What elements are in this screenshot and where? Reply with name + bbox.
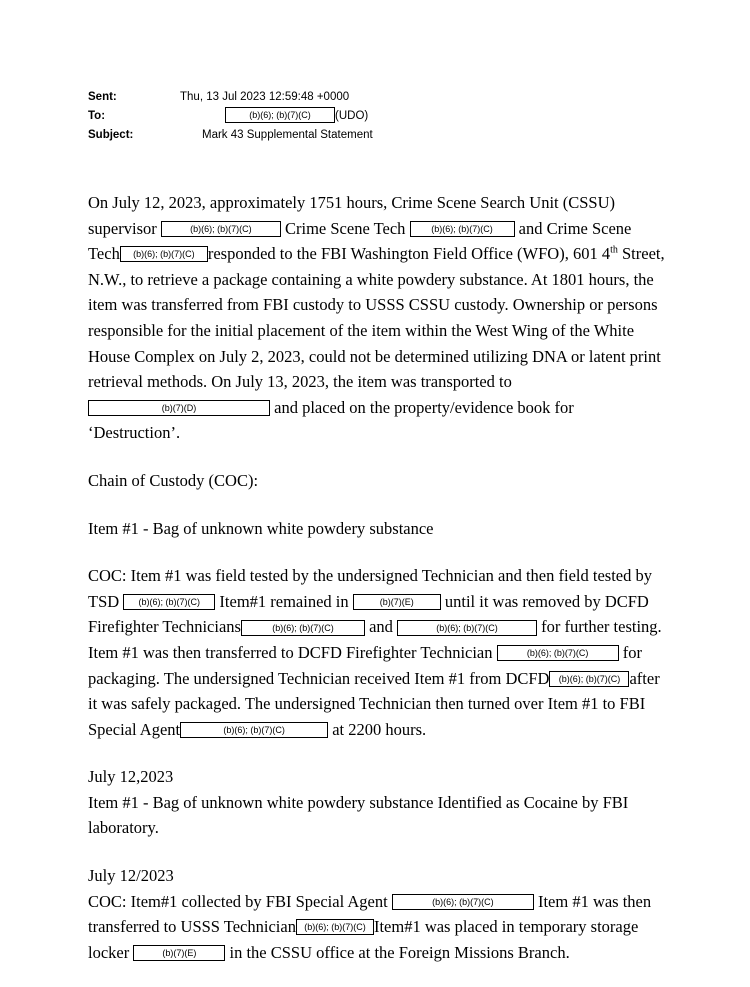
redaction-box: (b)(6); (b)(7)(C)	[123, 594, 215, 610]
header-to-suffix: (UDO)	[335, 110, 369, 122]
p1-sentence-4: responded to the FBI Washington Field Office (WFO), 601 4	[207, 244, 611, 264]
p6-sentence-3: Item#1 was placed in temporary storage locker	[88, 917, 639, 962]
p1-sentence-2: Crime Scene Tech	[285, 218, 406, 238]
paragraph-coc-heading: Chain of Custody (COC):	[88, 470, 259, 490]
paragraph-item1-lab: Item #1 - Bag of unknown white powdery substance Identified as Cocaine by FBI laboratory.	[88, 792, 629, 838]
p6-sentence-4: in the CSSU office at the Foreign Missions Branch.	[229, 942, 570, 962]
p4-sentence-8: at 2200 hours.	[332, 719, 427, 739]
p6-sentence-2: Item #1 was then transferred to USSS Technician	[88, 891, 652, 937]
paragraph-coc-detail	[88, 563, 666, 742]
redaction-box: (b)(6); (b)(7)(C)	[392, 894, 534, 910]
p1-sentence-1: On July 12, 2023, approximately 1751 hours, Crime Scene Search Unit (CSSU) supervisor	[88, 193, 616, 238]
header-label-to: To:	[88, 110, 106, 122]
redaction-box: (b)(6); (b)(7)(C)	[410, 221, 515, 237]
p6-sentence-1: COC: Item#1 collected by FBI Special Agent	[88, 891, 388, 911]
p4-sentence-4: and	[369, 617, 393, 637]
redaction-box: (b)(6); (b)(7)(C)	[549, 671, 629, 687]
header-label-sent: Sent:	[88, 91, 117, 103]
p4-sentence-6: for packaging. The undersigned Technician received Item #1 from DCFD	[88, 642, 643, 688]
header-value-to	[180, 107, 368, 126]
p1-sentence-3: and Crime Scene Tech	[88, 218, 632, 264]
p1-ordinal-suffix: th	[610, 244, 618, 256]
redaction-box: (b)(6); (b)(7)(C)	[241, 620, 365, 636]
header-label-subject: Subject:	[88, 129, 134, 141]
redaction-box: (b)(6); (b)(7)(C)	[296, 919, 374, 935]
redaction-box: (b)(7)(E)	[353, 594, 441, 610]
paragraph-1	[88, 190, 666, 446]
redaction-box: (b)(6); (b)(7)(C)	[225, 107, 335, 123]
header-row-subject	[88, 126, 648, 145]
paragraph-item1: Item #1 - Bag of unknown white powdery substance	[88, 518, 434, 538]
p4-sentence-3: until it was removed by DCFD Firefighter Technicians	[88, 591, 649, 637]
p4-sentence-2: Item#1 remained in	[219, 591, 349, 611]
redaction-box: (b)(7)(D)	[88, 400, 270, 416]
paragraph-coc-transfer	[88, 889, 666, 966]
header-value-sent: Thu, 13 Jul 2023 12:59:48 +0000	[180, 91, 350, 103]
redaction-box: (b)(6); (b)(7)(C)	[120, 246, 208, 262]
paragraph-date-2: July 12/2023	[88, 866, 174, 886]
p4-sentence-7: after it was safely packaged. The undersigned Technician then turned over Item #1 to FBI Special Agent	[88, 668, 660, 739]
paragraph-date-1: July 12,2023	[88, 767, 174, 787]
header-value-subject: Mark 43 Supplemental Statement	[202, 129, 373, 141]
p4-sentence-1: COC: Item #1 was field tested by the undersigned Technician and then field tested by TSD	[88, 566, 652, 611]
redaction-box: (b)(6); (b)(7)(C)	[161, 221, 281, 237]
redaction-box: (b)(7)(E)	[133, 945, 225, 961]
redaction-box: (b)(6); (b)(7)(C)	[180, 722, 328, 738]
p1-sentence-6: and placed on the property/evidence book for ‘Destruction’.	[88, 397, 574, 443]
p4-sentence-5: for further testing. Item #1 was then transferred to DCFD Firefighter Technician	[88, 617, 662, 662]
header-row-to	[88, 107, 648, 126]
email-header	[88, 88, 648, 145]
header-row-sent	[88, 88, 648, 107]
redaction-box: (b)(6); (b)(7)(C)	[397, 620, 537, 636]
redaction-box: (b)(6); (b)(7)(C)	[497, 645, 619, 661]
p1-sentence-5: Street, N.W., to retrieve a package containing a white powdery substance. At 1801 hours, the item was transferred from FBI custody to USSS CSSU custody. Ownership or persons responsible for the initial placement of the item within the West Wing of the White House Complex on July 2, 2023, could not be determined utilizing DNA or latent print retrieval methods. On July 13, 2023, the item was transported to	[88, 244, 665, 392]
document-body	[88, 190, 666, 987]
